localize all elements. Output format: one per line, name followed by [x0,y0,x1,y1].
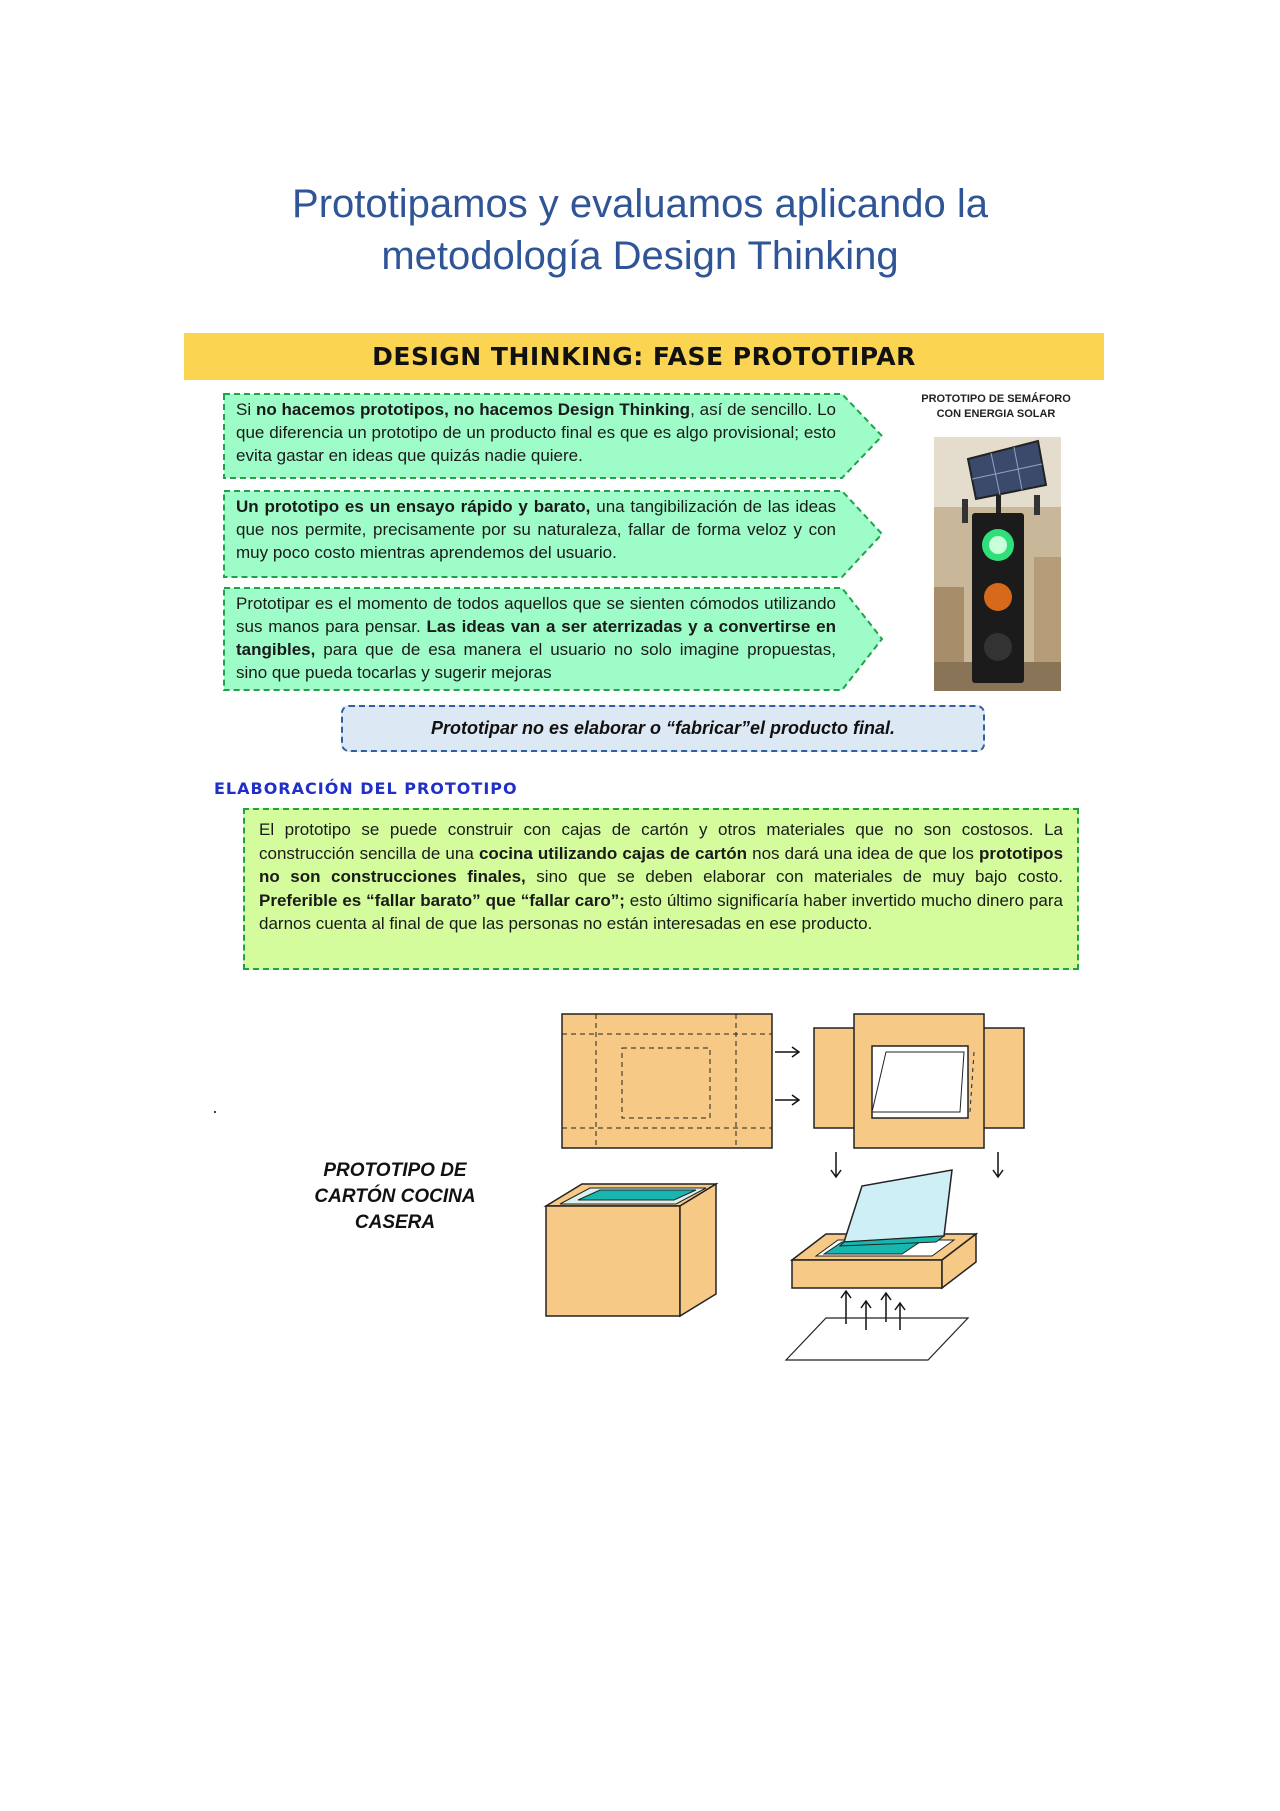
arrow-text-1-segment: Si [236,400,256,419]
elaboration-text-segment: prototipos no son construcciones finales, [259,843,1064,886]
photo-caption-line-1: PROTOTIPO DE SEMÁFORO [921,393,1071,405]
arrow-text-2-segment: Un prototipo es un ensayo rápido y barato, [236,497,591,516]
note-text: Prototipar no es elaborar o “fabricar”el producto final. [430,718,896,738]
photo-caption-line-2: CON ENERGIA SOLAR [936,408,1056,420]
banner-title: DESIGN THINKING: FASE PROTOTIPAR [372,342,916,371]
cardboard-oven-diagram [540,1004,1040,1366]
elaboration-text-segment: Preferible es “fallar barato” que “fallar caro”; [259,890,625,910]
arrow-text-1-segment: , así de sencillo. Lo que diferencia un prototipo de un producto final es que es algo provisional; esto evita gastar en ideas que quizás nadie quiere. [236,400,836,465]
right-arrows [775,1047,799,1105]
cut-cardboard-sheet [814,1014,1024,1148]
open-cardboard-box [546,1184,716,1316]
flat-cardboard-sheet [562,1014,772,1148]
arrow-text-3-segment: para que de esa manera el usuario no solo imagine propuestas, sino que pueda tocarlas y sugerir mejoras [236,640,836,682]
elaboration-text-segment: El prototipo se puede construir con cajas de cartón y otros materiales que no son costosos. La construcción sencilla de una [259,820,1063,863]
elaboration-text-segment: sino que se deben elaborar con materiales de muy bajo costo. [525,867,1063,886]
elaboration-text-segment: nos dará una idea de que los [746,843,979,863]
page-title [0,178,1280,282]
arrow-text-2-segment: una tangibilización de las ideas que nos permite, precisamente por su naturaleza, fallar de forma veloz y con muy poco costo mientras aprendemos del usuario. [236,497,836,562]
diagram-label [290,1158,500,1236]
section-heading: ELABORACIÓN DEL PROTOTIPO [214,779,518,798]
title-line-1: Prototipamos y evaluamos aplicando la [292,182,988,226]
arrow-text-3 [236,592,836,684]
diagram-label-line-2: CARTÓN COCINA [314,1186,476,1207]
solar-traffic-light-photo [934,437,1061,691]
down-arrows [831,1152,1003,1177]
stray-dot [214,1111,216,1113]
arrow-text-3-segment: Las ideas van a ser aterrizadas y a convertirse en tangibles, [236,617,836,659]
arrow-text-3-segment: Prototipar es el momento de todos aquellos que se sienten cómodos utilizando sus manos para pensar. [236,594,836,636]
elaboration-text-segment: cocina utilizando cajas de cartón [478,843,747,863]
elaboration-text [259,818,1063,936]
prototype-note [341,705,985,752]
arrow-box-3 [222,586,882,692]
diagram-label-line-1: PROTOTIPO DE [323,1160,467,1181]
photo-caption [906,392,1086,422]
arrow-box-1 [222,392,882,480]
design-thinking-banner [184,333,1104,380]
diagram-label-line-3: CASERA [354,1212,436,1233]
arrow-text-1 [236,398,836,467]
arrow-box-2 [222,489,882,579]
title-line-2: metodología Design Thinking [381,234,899,278]
elaboration-box [243,808,1079,970]
arrow-text-1-segment: no hacemos prototipos, no hacemos Design Thinking [255,400,691,419]
arrow-text-2 [236,495,836,564]
solar-oven-assembled [786,1170,976,1360]
elaboration-text-segment: esto último significaría haber invertido mucho dinero para darnos cuenta al final de que las personas no están interesadas en ese producto. [259,890,1063,933]
